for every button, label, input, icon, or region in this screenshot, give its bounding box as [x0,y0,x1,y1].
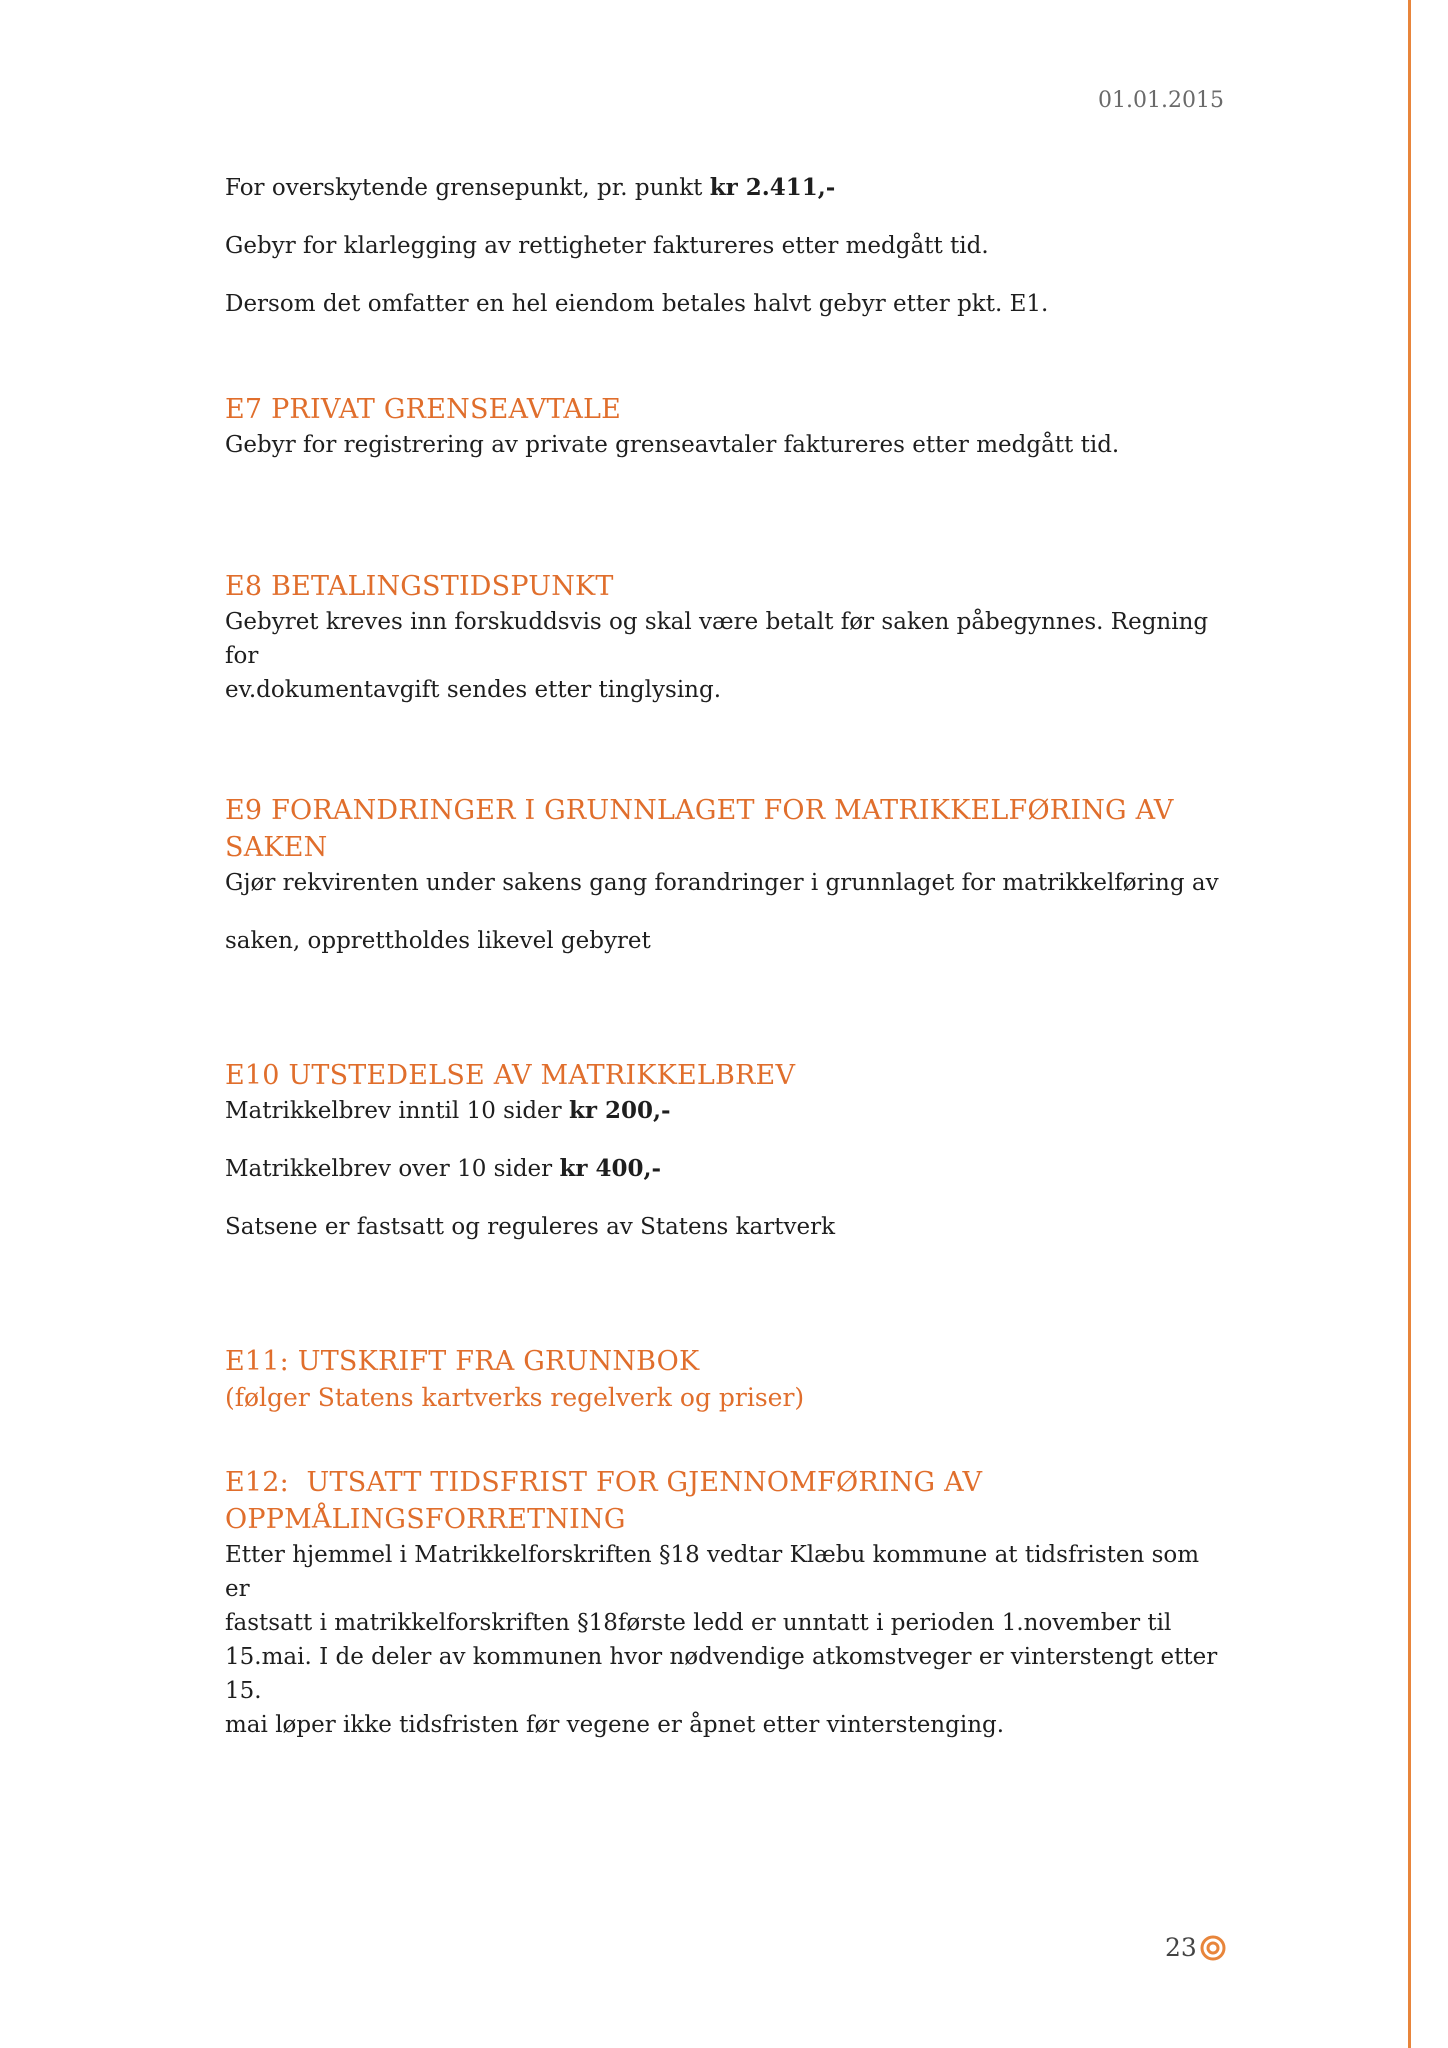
section-e9-body-line-1: Gjør rekvirenten under sakens gang forandringer i grunnlaget for matrikkelføring av [225,870,1219,896]
section-e9-body-line-2: saken, opprettholdes likevel gebyret [225,928,651,954]
section-e10-amount-2: kr 400,- [559,1155,662,1182]
intro-amount: kr 2.411,- [709,174,836,201]
section-e7-heading: E7 PRIVAT GRENSEAVTALE [225,394,622,425]
section-e12-heading-line-2: OPPMÅLINGSFORRETNING [225,1504,626,1535]
section-e10 [225,1057,1225,1244]
section-e12 [225,1464,1225,1742]
section-e9 [225,792,1225,958]
section-e9-heading-line-1: E9 FORANDRINGER I GRUNNLAGET FOR MATRIKKELFØRING AV [225,795,1174,826]
section-e12-body-line-3: 15.mai. I de deler av kommunen hvor nødvendige atkomstveger er vinterstengt etter 15. [225,1644,1218,1704]
section-e12-body-line-1: Etter hjemmel i Matrikkelforskriften §18 vedtar Klæbu kommune at tidsfristen som er [225,1542,1200,1602]
section-e10-line-2: Matrikkelbrev over 10 sider kr 400,- [225,1155,662,1182]
intro-line-2: Gebyr for klarlegging av rettigheter faktureres etter medgått tid. [225,233,989,259]
section-e7-body: Gebyr for registrering av private grenseavtaler faktureres etter medgått tid. [225,432,1120,458]
section-e12-body-line-2: fastsatt i matrikkelforskriften §18første ledd er unntatt i perioden 1.november til [225,1610,1172,1636]
section-e11 [225,1343,1225,1416]
section-e9-heading-line-2: SAKEN [225,832,328,863]
section-e12-body-line-4: mai løper ikke tidsfristen før vegene er åpnet etter vinterstenging. [225,1712,1005,1738]
section-e8-body-line-2: ev.dokumentavgift sendes etter tinglysing. [225,677,722,703]
section-e10-amount-1: kr 200,- [568,1097,671,1124]
section-e8 [225,568,1225,707]
page-footer [1165,1933,1226,1962]
page-number: 23 [1165,1933,1197,1962]
page-edge-line [1408,0,1411,2048]
section-e10-line-3: Satsene er fastsatt og reguleres av Statens kartverk [225,1214,836,1240]
section-e11-subheading: (følger Statens kartverks regelverk og priser) [225,1383,805,1412]
target-circle-icon [1200,1935,1226,1961]
intro-line-1: For overskytende grensepunkt, pr. punkt kr 2.411,- [225,174,836,201]
section-e12-heading-line-1: E12: UTSATT TIDSFRIST FOR GJENNOMFØRING AV [225,1467,983,1498]
header-date: 01.01.2015 [1098,88,1224,113]
section-e8-body-line-1: Gebyret kreves inn forskuddsvis og skal være betalt før saken påbegynnes. Regning for [225,609,1209,669]
document-body [225,171,1225,1742]
section-e10-line-1: Matrikkelbrev inntil 10 sider kr 200,- [225,1097,671,1124]
section-e10-heading: E10 UTSTEDELSE AV MATRIKKELBREV [225,1060,796,1091]
section-e8-heading: E8 BETALINGSTIDSPUNKT [225,571,614,602]
section-e11-heading: E11: UTSKRIFT FRA GRUNNBOK [225,1346,700,1377]
section-e7 [225,391,1225,462]
intro-line-3: Dersom det omfatter en hel eiendom betales halvt gebyr etter pkt. E1. [225,291,1049,317]
